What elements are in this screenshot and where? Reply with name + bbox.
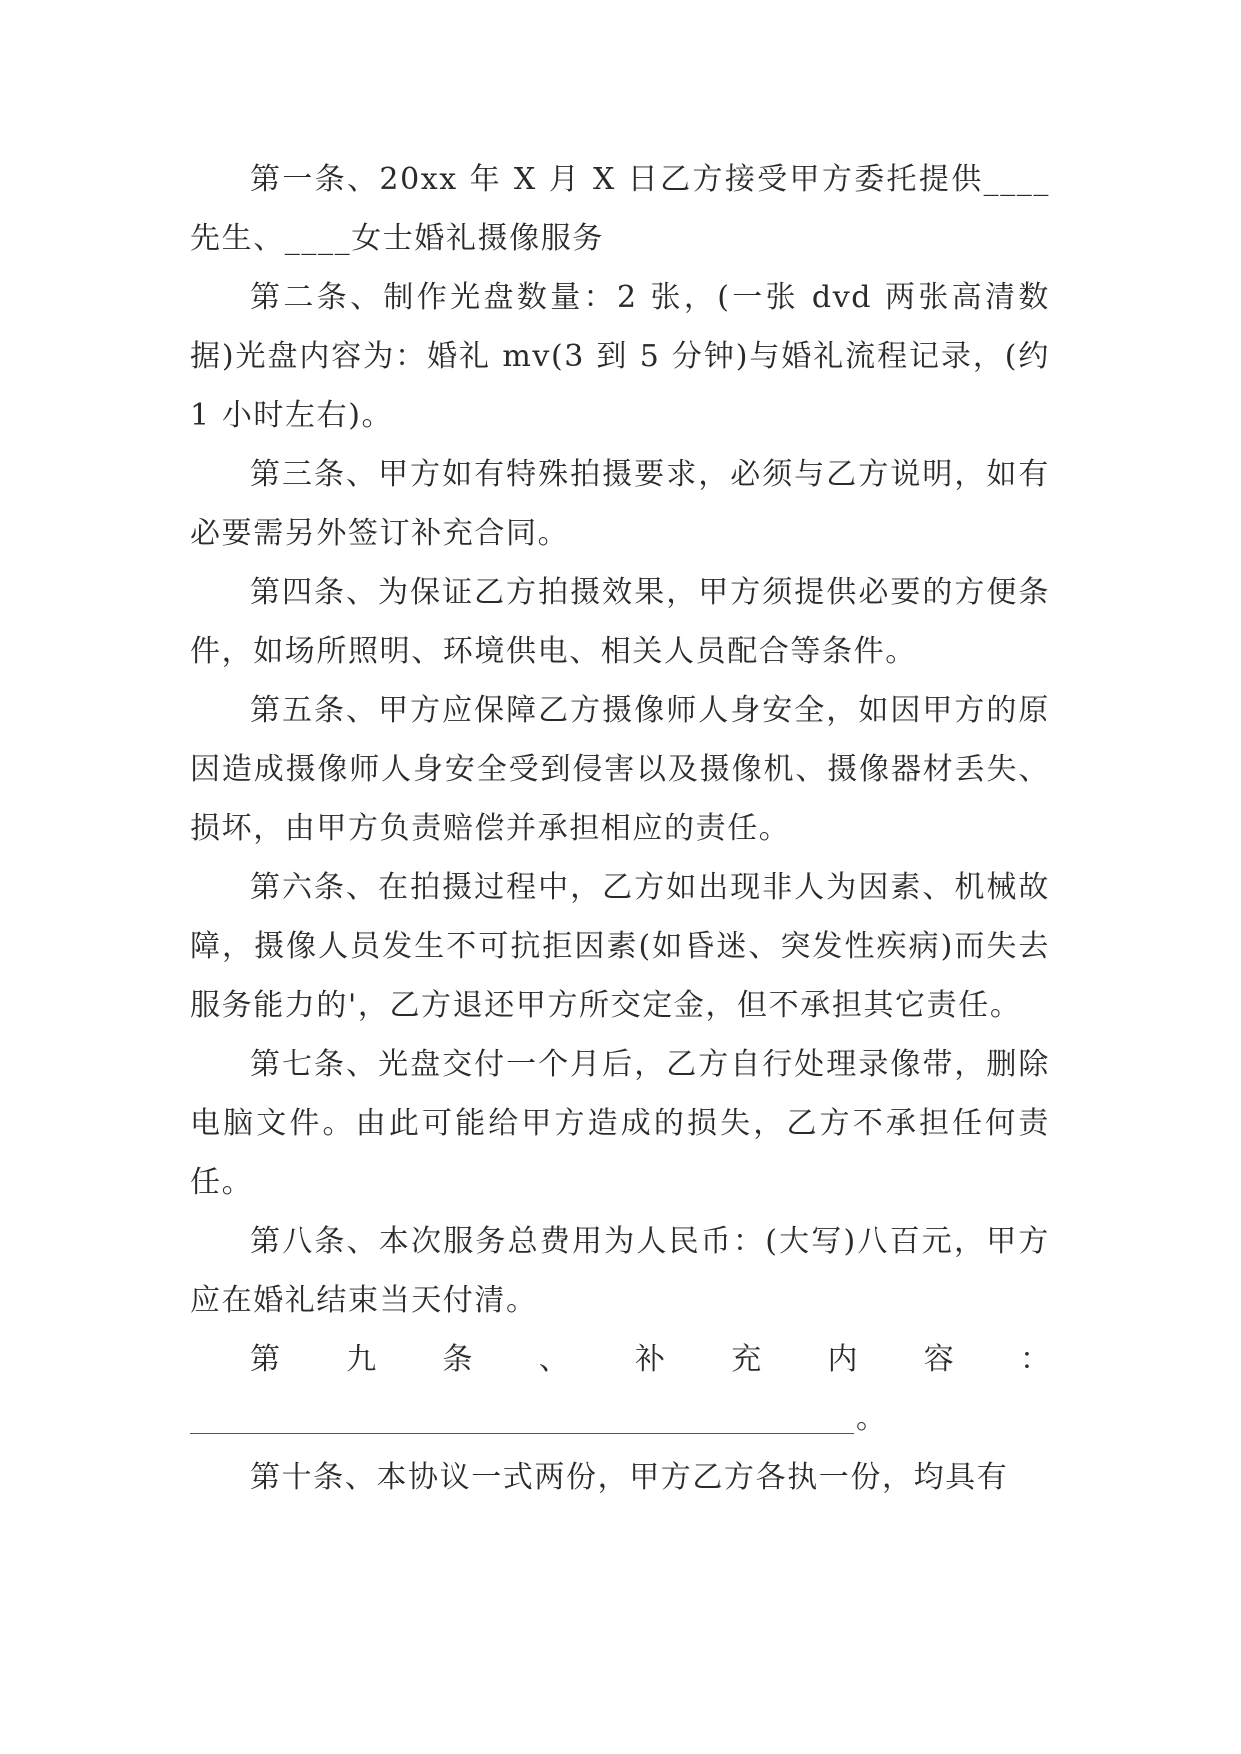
fill-in-blank-rule xyxy=(190,1433,854,1434)
article-8: 第八条、本次服务总费用为人民币：(大写)八百元，甲方应在婚礼结束当天付清。 xyxy=(190,1224,1050,1318)
article-1: 第一条、20xx 年 X 月 X 日乙方接受甲方委托提供____先生、____女士婚礼摄像服务 xyxy=(190,162,1050,256)
article-6: 第六条、在拍摄过程中，乙方如出现非人为因素、机械故障，摄像人员发生不可抗拒因素(如昏迷、突发性疾病)而失去服务能力的'，乙方退还甲方所交定金，但不承担其它责任。 xyxy=(190,870,1050,1023)
article-9-end-mark: 。 xyxy=(856,1401,888,1436)
article-3: 第三条、甲方如有特殊拍摄要求，必须与乙方说明，如有必要需另外签订补充合同。 xyxy=(190,457,1050,551)
article-9-fill-line xyxy=(190,1389,1050,1448)
article-4: 第四条、为保证乙方拍摄效果，甲方须提供必要的方便条件，如场所照明、环境供电、相关人员配合等条件。 xyxy=(190,575,1050,669)
article-9-label: 第 九 条 、 补 充 内 容 ： xyxy=(250,1342,1050,1377)
article-7: 第七条、光盘交付一个月后，乙方自行处理录像带，删除电脑文件。由此可能给甲方造成的损失，乙方不承担任何责任。 xyxy=(190,1047,1050,1200)
article-5: 第五条、甲方应保障乙方摄像师人身安全，如因甲方的原因造成摄像师人身安全受到侵害以及摄像机、摄像器材丢失、损坏，由甲方负责赔偿并承担相应的责任。 xyxy=(190,693,1050,846)
document-page xyxy=(190,150,1050,1507)
article-10: 第十条、本协议一式两份，甲方乙方各执一份，均具有 xyxy=(250,1460,1009,1495)
article-2: 第二条、制作光盘数量：2 张，(一张 dvd 两张高清数据)光盘内容为：婚礼 mv(3 到 5 分钟)与婚礼流程记录，(约 1 小时左右)。 xyxy=(190,280,1050,433)
